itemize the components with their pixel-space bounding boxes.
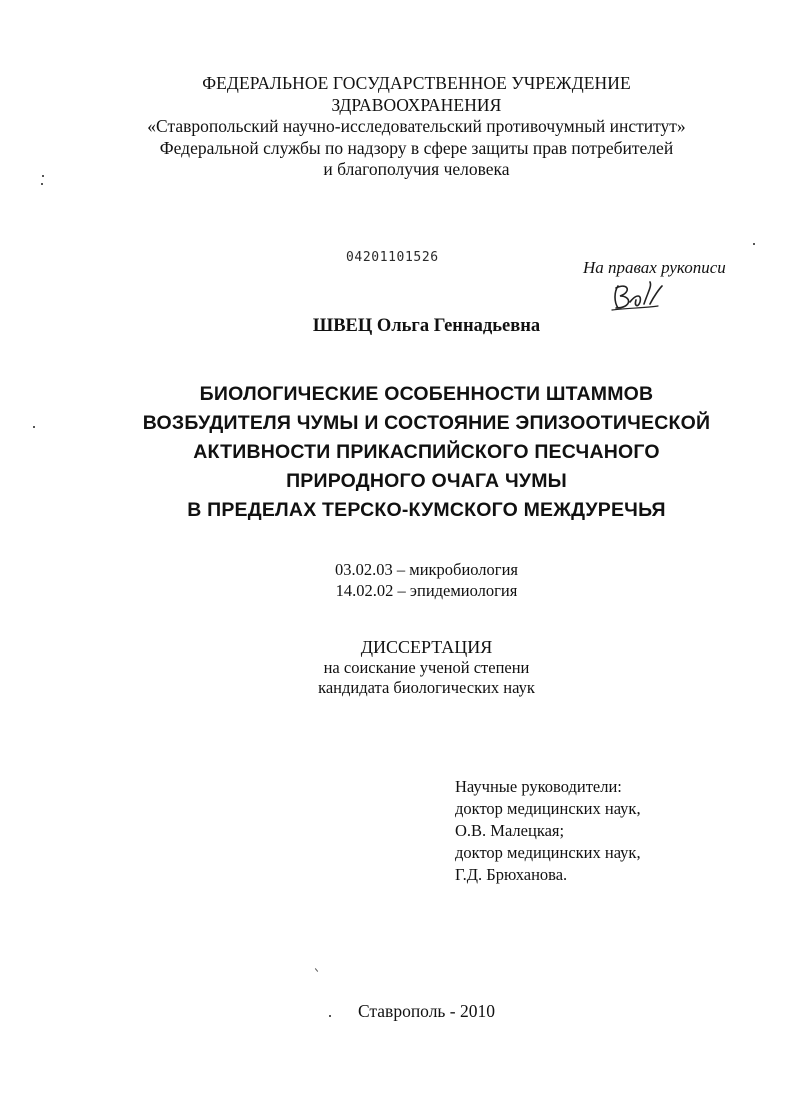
specialty-codes [30,559,793,601]
institution-header [20,73,793,181]
institution-line-3: «Ставропольский научно-исследовательский противочумный институт» [147,116,686,136]
title-line-1: БИОЛОГИЧЕСКИЕ ОСОБЕННОСТИ ШТАММОВ [199,383,654,405]
title-line-2: ВОЗБУДИТЕЛЯ ЧУМЫ И СОСТОЯНИЕ ЭПИЗООТИЧЕСКОЙ [142,412,711,434]
title-line-3: АКТИВНОСТИ ПРИКАСПИЙСКОГО ПЕСЧАНОГО [193,441,660,463]
dissertation-type [30,637,793,699]
registration-code: 04201101526 [346,250,439,265]
specialty-1: 03.02.03 – микробиология [335,560,518,579]
supervisor-2-degree: доктор медицинских наук, [455,843,641,862]
scan-speck [329,1015,331,1017]
scan-speck [41,183,43,185]
institution-line-1: ФЕДЕРАЛЬНОЕ ГОСУДАРСТВЕННОЕ УЧРЕЖДЕНИЕ [202,73,631,93]
scan-speck [33,426,35,428]
degree-line-1: на соискание ученой степени [323,657,530,677]
supervisors-block [455,776,641,886]
institution-line-5: и благополучия человека [323,159,510,179]
supervisor-1-name: О.В. Малецкая; [455,821,565,840]
title-line-4: ПРИРОДНОГО ОЧАГА ЧУМЫ [286,470,567,492]
supervisor-1-degree: доктор медицинских наук, [455,799,641,818]
supervisors-heading: Научные руководители: [455,777,622,796]
scan-speck [315,968,318,972]
rights-note: На правах рукописи [583,258,726,277]
dissertation-title [30,380,793,525]
city-year: Ставрополь - 2010 [357,1001,495,1021]
author-name: ШВЕЦ Ольга Геннадьевна [312,316,541,336]
specialty-2: 14.02.02 – эпидемиология [335,581,518,600]
title-line-5: В ПРЕДЕЛАХ ТЕРСКО-КУМСКОГО МЕЖДУРЕЧЬЯ [187,499,666,521]
scan-speck [42,175,44,177]
scan-speck [753,243,755,245]
institution-line-2: ЗДРАВООХРАНЕНИЯ [331,94,502,115]
institution-line-4: Федеральной службы по надзору в сфере защиты прав потребителей [159,137,674,158]
dissertation-heading: ДИССЕРТАЦИЯ [360,637,493,657]
degree-line-2: кандидата биологических наук [318,678,535,697]
handwritten-signature-icon [606,278,666,314]
supervisor-2-name: Г.Д. Брюханова. [455,865,568,884]
